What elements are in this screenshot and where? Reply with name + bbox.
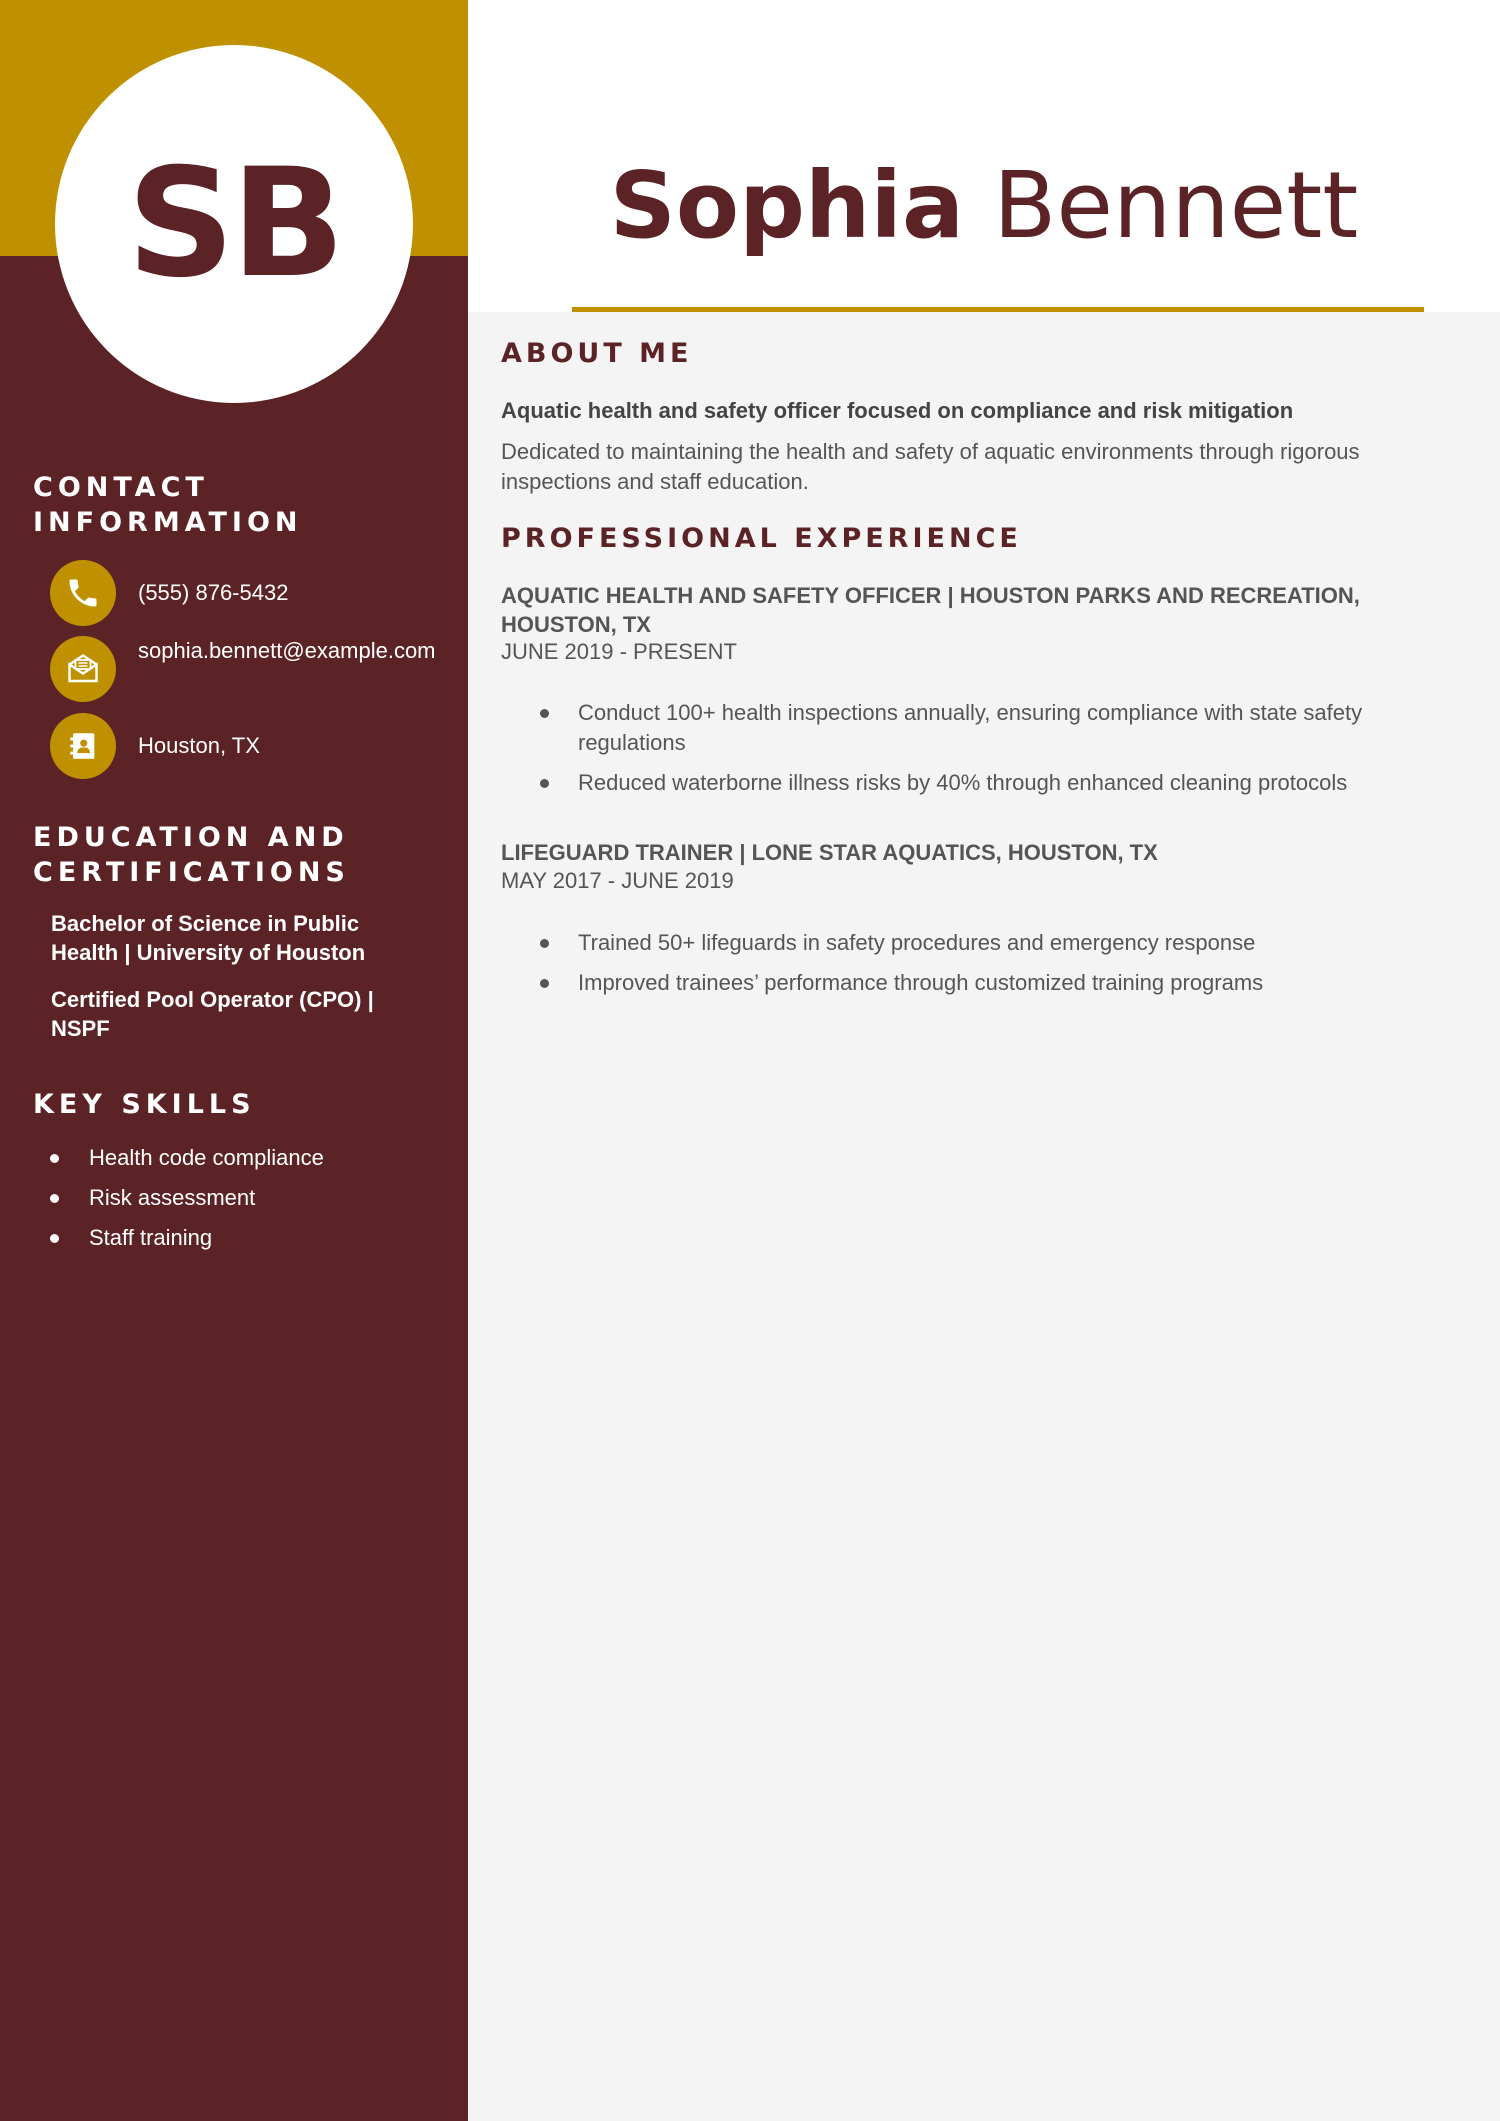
skills-list bbox=[50, 1138, 324, 1258]
monogram-text: SB bbox=[126, 137, 342, 311]
about-lead: Aquatic health and safety officer focused on compliance and risk mitigation bbox=[501, 398, 1294, 423]
education-heading: EDUCATION AND CERTIFICATIONS bbox=[33, 822, 350, 888]
contact-phone-row bbox=[50, 560, 289, 626]
job-bullet: Reduced waterborne illness risks by 40% through enhanced cleaning protocols bbox=[540, 768, 1440, 798]
job-bullet: Improved trainees’ performance through customized training programs bbox=[540, 968, 1440, 998]
job-bullets bbox=[540, 698, 1440, 808]
job-dates: JUNE 2019 - PRESENT bbox=[501, 639, 737, 664]
name-underline bbox=[572, 307, 1424, 312]
last-name: Bennett bbox=[993, 152, 1359, 259]
skill-item: Health code compliance bbox=[50, 1138, 324, 1178]
job-dates: MAY 2017 - JUNE 2019 bbox=[501, 868, 734, 893]
contact-location: Houston, TX bbox=[138, 733, 260, 758]
monogram-badge bbox=[55, 45, 413, 403]
job-title: AQUATIC HEALTH AND SAFETY OFFICER | HOUSTON PARKS AND RECREATION, HOUSTON, TX bbox=[501, 583, 1360, 637]
education-item: Bachelor of Science in Public Health | University of Houston bbox=[51, 911, 366, 965]
about-heading: ABOUT ME bbox=[501, 338, 693, 369]
job-bullet: Conduct 100+ health inspections annually, ensuring compliance with state safety regulations bbox=[540, 698, 1440, 758]
envelope-icon bbox=[50, 636, 116, 702]
skills-heading: KEY SKILLS bbox=[33, 1089, 256, 1120]
contact-email-row bbox=[50, 636, 436, 702]
job-bullet: Trained 50+ lifeguards in safety procedures and emergency response bbox=[540, 928, 1440, 958]
contact-location-row bbox=[50, 713, 260, 779]
first-name: Sophia bbox=[609, 152, 965, 259]
experience-heading: PROFESSIONAL EXPERIENCE bbox=[501, 523, 1022, 554]
skill-item: Staff training bbox=[50, 1218, 324, 1258]
job-title: LIFEGUARD TRAINER | LONE STAR AQUATICS, HOUSTON, TX bbox=[501, 840, 1158, 865]
skill-item: Risk assessment bbox=[50, 1178, 324, 1218]
candidate-name bbox=[468, 152, 1500, 259]
certification-item: Certified Pool Operator (CPO) | NSPF bbox=[51, 987, 374, 1041]
contact-card-icon bbox=[50, 713, 116, 779]
contact-phone: (555) 876-5432 bbox=[138, 580, 289, 605]
job-bullets bbox=[540, 928, 1440, 1008]
contact-email: sophia.bennett@example.com bbox=[138, 638, 436, 663]
phone-icon bbox=[50, 560, 116, 626]
contact-heading: CONTACT INFORMATION bbox=[33, 472, 303, 538]
about-body: Dedicated to maintaining the health and safety of aquatic environments through rigorous inspections and staff education. bbox=[501, 439, 1360, 494]
